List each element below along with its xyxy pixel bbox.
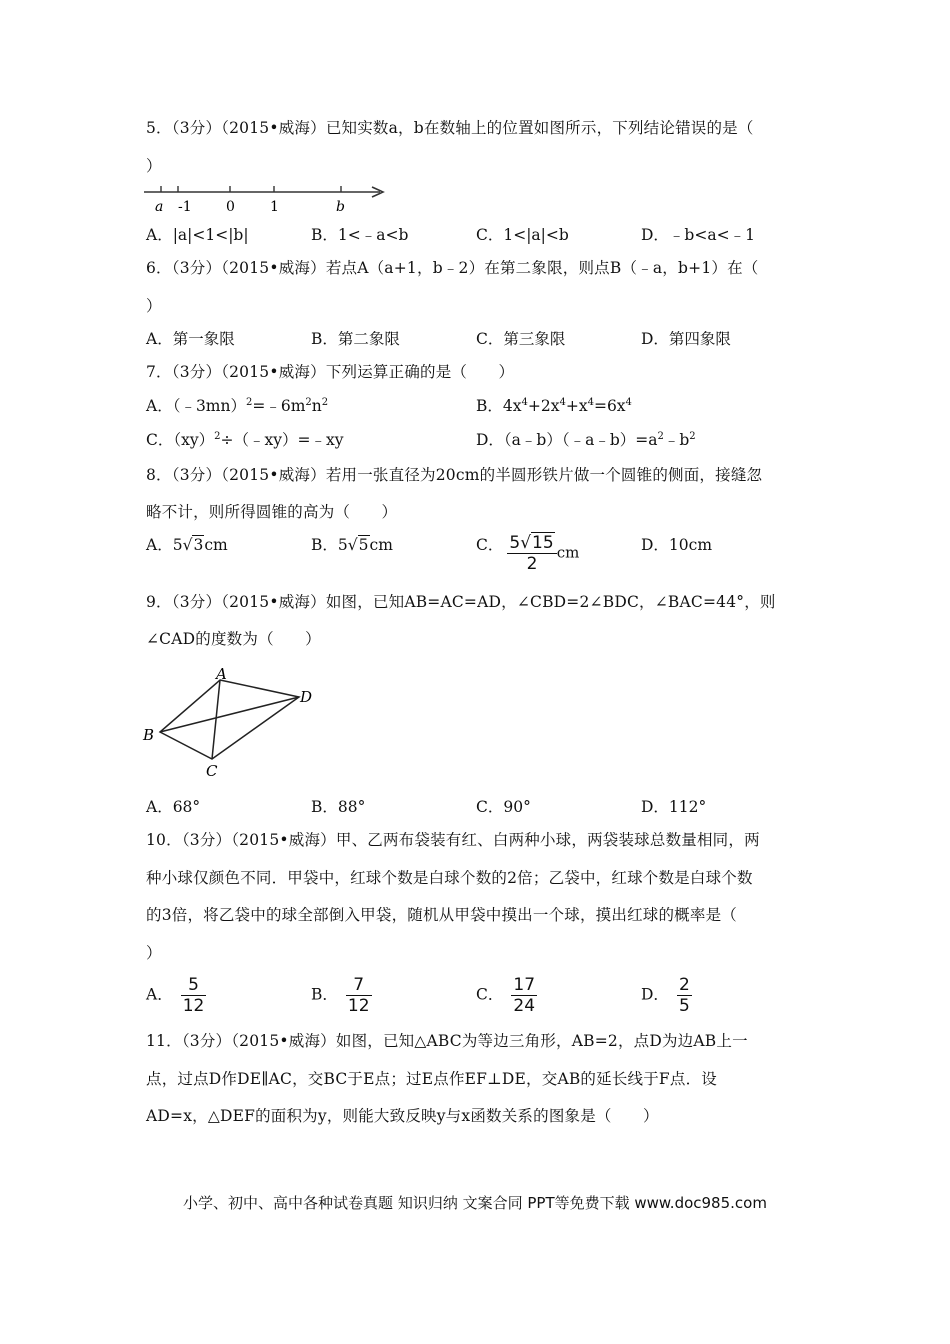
q8-a-radicand: 3	[193, 536, 204, 554]
axis-label-0: 0	[226, 199, 235, 215]
q7-a-sup3: 2	[321, 397, 329, 408]
q7-a-sup: 2	[246, 397, 253, 408]
q7-c-part2: ÷（﹣xy）=﹣xy	[220, 431, 344, 449]
q8-c-num-radicand: 15	[532, 533, 554, 553]
vertex-label-a: A	[216, 665, 227, 683]
q7-stem: 7．（3分）（2015•威海）下列运算正确的是（ ）	[146, 363, 515, 381]
q11-stem-line3: AD=x，△DEF的面积为y，则能大致反映y与x函数关系的图象是（ ）	[146, 1107, 659, 1125]
page-footer: 小学、初中、高中各种试卷真题 知识归纳 文案合同 PPT等免费下载 www.doc985.com	[183, 1194, 767, 1212]
q10-c-numerator: 17	[513, 975, 536, 995]
vertex-label-d: D	[300, 688, 313, 706]
q6-option-b: B．第二象限	[311, 330, 400, 348]
q8-b-coef: 5	[337, 536, 348, 554]
q10-a-label: A．	[146, 985, 173, 1004]
q8-c-fraction	[507, 533, 556, 574]
q8-b-label: B．	[311, 536, 338, 554]
q5-option-a: A．|a|<1<|b|	[146, 226, 249, 244]
q8-c-unit: cm	[556, 543, 580, 562]
q9-stem-line1: 9．（3分）（2015•威海）如图，已知AB=AC=AD，∠CBD=2∠BDC，∠BAC=44°，则	[146, 593, 776, 611]
q11-stem-line2: 点，过点D作DE∥AC，交BC于E点；过E点作EF⊥DE，交AB的延长线于F点．设	[146, 1070, 717, 1088]
q6-option-c: C．第三象限	[476, 330, 566, 348]
q10-c-denominator: 24	[513, 996, 536, 1016]
q10-option-c	[476, 975, 537, 1016]
axis-label-a: a	[155, 199, 164, 215]
q8-option-c	[476, 533, 579, 574]
q9-stem-line2: ∠CAD的度数为（ ）	[146, 630, 321, 648]
q10-b-fraction	[346, 975, 372, 1016]
q7-b-sup2: 4	[559, 397, 566, 408]
sqrt-symbol: √	[520, 533, 532, 553]
q9-option-b: B．88°	[311, 798, 366, 816]
q10-b-denominator: 12	[347, 996, 370, 1016]
q9-option-d: D．112°	[641, 798, 707, 816]
q10-d-label: D．	[641, 985, 669, 1004]
q5-option-d: D．﹣b<a<﹣1	[641, 226, 755, 244]
q8-stem-line2: 略不计，则所得圆锥的高为（ ）	[146, 503, 398, 521]
q10-stem-line1: 10．（3分）（2015•威海）甲、乙两布袋装有红、白两种小球，两袋装球总数量相同，两	[146, 831, 760, 849]
q10-d-denominator: 5	[678, 996, 690, 1016]
q7-b-part3: +x	[565, 397, 588, 415]
q10-option-a	[146, 975, 206, 1016]
number-line-figure	[140, 180, 390, 216]
q7-b-part2: +2x	[527, 397, 560, 415]
q8-option-d: D．10cm	[641, 536, 713, 554]
q5-option-c: C．1<|a|<b	[476, 226, 569, 244]
axis-label-neg1: -1	[178, 199, 192, 215]
q10-stem-line3: 的3倍，将乙袋中的球全部倒入甲袋，随机从甲袋中摸出一个球，摸出红球的概率是（	[146, 906, 737, 924]
q8-c-num-coef: 5	[509, 533, 521, 553]
q8-stem-line1: 8．（3分）（2015•威海）若用一张直径为20cm的半圆形铁片做一个圆锥的侧面，接缝忽	[146, 466, 763, 484]
q7-c-part: C．（xy）	[146, 431, 215, 449]
q6-stem-line1: 6．（3分）（2015•威海）若点A（a+1，b﹣2）在第二象限，则点B（﹣a，b+1）在（	[146, 259, 759, 277]
q10-a-fraction	[181, 975, 207, 1016]
q7-b-sup3: 4	[587, 397, 594, 408]
q11-stem-line1: 11．（3分）（2015•威海）如图，已知△ABC为等边三角形，AB=2，点D为边AB上一	[146, 1032, 748, 1050]
sqrt-symbol: √	[182, 536, 193, 554]
q10-a-numerator: 5	[188, 975, 199, 995]
q7-option-d	[476, 430, 696, 450]
q5-stem-line1: 5．（3分）（2015•威海）已知实数a，b在数轴上的位置如图所示，下列结论错误的是（	[146, 119, 754, 137]
q7-c-sup: 2	[214, 431, 221, 442]
q10-c-fraction	[511, 975, 537, 1016]
q10-b-numerator: 7	[353, 975, 365, 995]
q8-a-coef: 5	[172, 536, 183, 554]
q10-c-label: C．	[476, 985, 504, 1004]
q8-a-unit: cm	[204, 536, 228, 554]
q8-a-label: A．	[146, 536, 173, 554]
q6-option-a: A．第一象限	[146, 330, 235, 348]
q7-a-part3: n	[311, 397, 322, 415]
q7-a-sup2: 2	[305, 397, 312, 408]
q7-a-part: A．（﹣3mn）	[146, 397, 246, 415]
q10-stem-line4: ）	[146, 944, 162, 962]
q8-c-label: C．	[476, 536, 504, 554]
q10-d-fraction	[677, 975, 692, 1016]
q10-stem-line2: 种小球仅颜色不同．甲袋中，红球个数是白球个数的2倍；乙袋中，红球个数是白球个数	[146, 869, 753, 887]
q8-option-a	[146, 535, 228, 555]
q8-b-radicand: 5	[358, 536, 369, 554]
q10-d-numerator: 2	[678, 975, 690, 995]
q5-stem-line2: ）	[146, 157, 162, 175]
q7-option-b	[476, 396, 632, 416]
q10-b-label: B．	[311, 985, 338, 1004]
vertex-label-c: C	[206, 762, 218, 780]
q10-option-b	[311, 975, 372, 1016]
q7-d-part2: ﹣b	[663, 431, 690, 449]
q8-option-b	[311, 535, 393, 555]
q5-option-b: B．1<﹣a<b	[311, 226, 409, 244]
q8-c-numerator	[507, 533, 556, 553]
quadrilateral-figure	[140, 664, 320, 782]
q7-b-sup1: 4	[521, 397, 528, 408]
q10-a-denominator: 12	[182, 996, 205, 1016]
q7-a-part2: =﹣6m	[252, 397, 306, 415]
axis-label-b: b	[336, 199, 345, 215]
q8-b-unit: cm	[369, 536, 393, 554]
q7-d-sup2: 2	[689, 431, 696, 442]
q7-b-part4: =6x	[593, 397, 626, 415]
q6-stem-line2: ）	[146, 297, 162, 315]
sqrt-symbol: √	[347, 536, 358, 554]
q7-b-sup4: 4	[625, 397, 632, 408]
q7-b-part: B．4x	[476, 397, 522, 415]
q6-option-d: D．第四象限	[641, 330, 731, 348]
q7-d-part: D．（a﹣b）（﹣a﹣b）=a	[476, 431, 658, 449]
q9-option-a: A．68°	[146, 798, 201, 816]
q9-option-c: C．90°	[476, 798, 531, 816]
q10-option-d	[641, 975, 692, 1016]
q7-d-sup1: 2	[657, 431, 664, 442]
q7-option-c	[146, 430, 343, 450]
q8-c-denominator: 2	[526, 554, 538, 574]
vertex-label-b: B	[143, 726, 155, 744]
axis-label-1: 1	[270, 199, 279, 215]
q7-option-a	[146, 396, 328, 416]
